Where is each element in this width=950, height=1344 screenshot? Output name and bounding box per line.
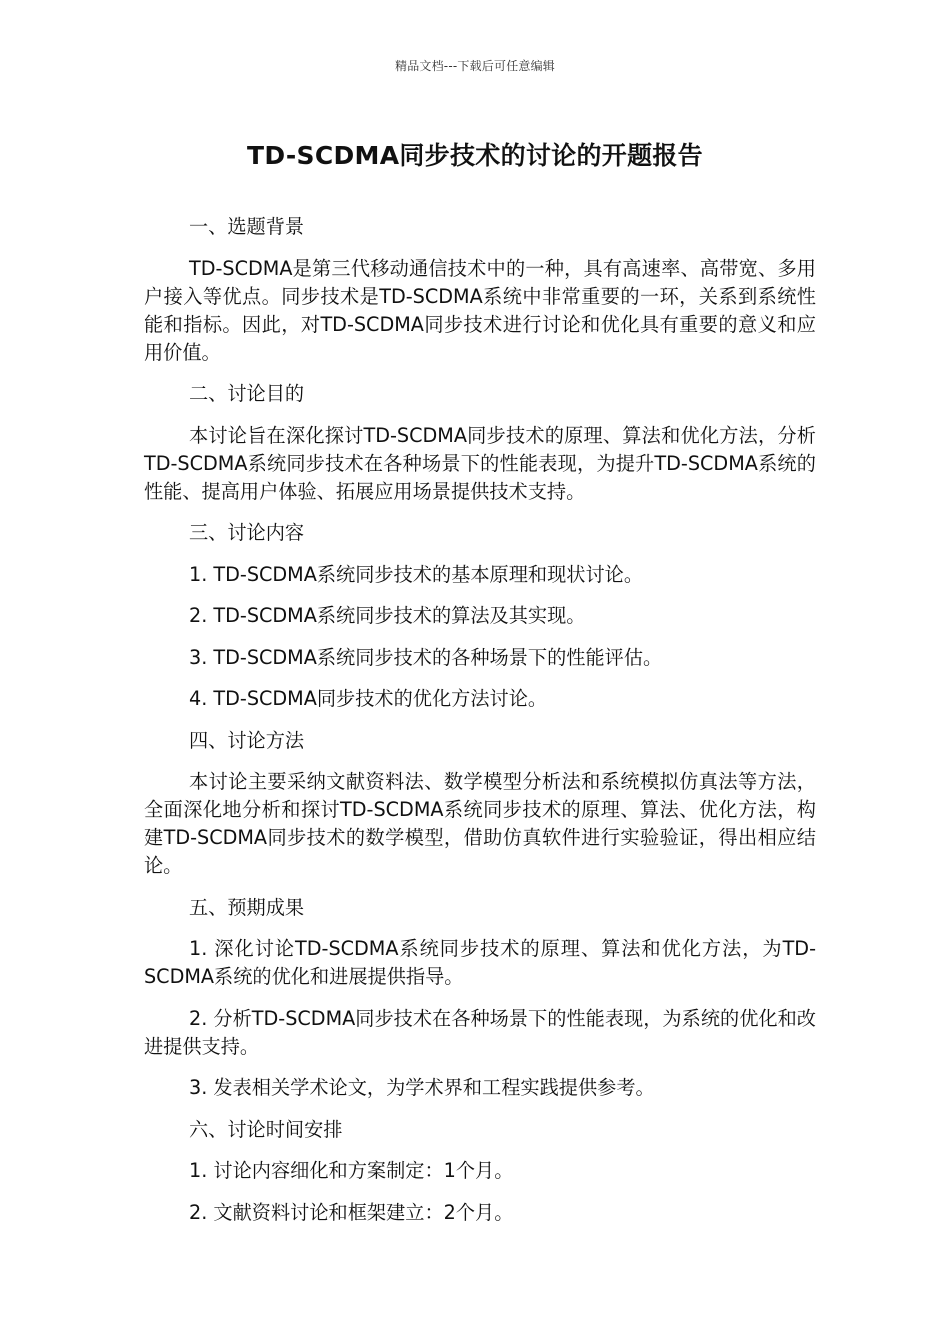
section-heading-background: 一、选题背景 (189, 215, 305, 238)
paragraph-background: TD-SCDMA是第三代移动通信技术中的一种，具有高速率、高带宽、多用户接入等优点。同步技术是TD-SCDMA系统中非常重要的一环，关系到系统性能和指标。因此，对TD-SCDMA同步技术进行讨论和优化具有重要的意义和应用价值。 (144, 256, 816, 364)
paragraph-purpose: 本讨论旨在深化探讨TD-SCDMA同步技术的原理、算法和优化方法，分析TD-SCDMA系统同步技术在各种场景下的性能表现，为提升TD-SCDMA系统的性能、提高用户体验、拓展应用场景提供技术支持。 (144, 423, 816, 503)
schedule-item-1: 1. 讨论内容细化和方案制定：1个月。 (189, 1159, 514, 1182)
content-item-4: 4. TD-SCDMA同步技术的优化方法讨论。 (189, 687, 548, 710)
document-title: TD-SCDMA同步技术的讨论的开题报告 (247, 141, 703, 170)
content-item-3: 3. TD-SCDMA系统同步技术的各种场景下的性能评估。 (189, 645, 663, 669)
outcome-item-3: 3. 发表相关学术论文，为学术界和工程实践提供参考。 (189, 1076, 655, 1099)
paragraph-method: 本讨论主要采纳文献资料法、数学模型分析法和系统模拟仿真法等方法，全面深化地分析和探讨TD-SCDMA系统同步技术的原理、算法、优化方法，构建TD-SCDMA同步技术的数学模型，借助仿真软件进行实验验证，得出相应结论。 (144, 770, 816, 877)
outcome-item-2: 2. 分析TD-SCDMA同步技术在各种场景下的性能表现，为系统的优化和改进提供支持。 (144, 1006, 816, 1058)
section-heading-schedule: 六、讨论时间安排 (189, 1117, 343, 1141)
page-header: 精品文档---下载后可任意编辑 (395, 59, 555, 73)
section-heading-purpose: 二、讨论目的 (189, 382, 305, 405)
outcome-item-1: 1. 深化讨论TD-SCDMA系统同步技术的原理、算法和优化方法，为TD-SCDMA系统的优化和进展提供指导。 (144, 937, 816, 988)
section-heading-outcomes: 五、预期成果 (189, 895, 305, 919)
document-body (144, 213, 816, 1240)
section-heading-content: 三、讨论内容 (189, 521, 305, 544)
content-item-1: 1. TD-SCDMA系统同步技术的基本原理和现状讨论。 (189, 562, 644, 586)
section-heading-method: 四、讨论方法 (189, 728, 305, 752)
schedule-item-2: 2. 文献资料讨论和框架建立：2个月。 (189, 1200, 514, 1224)
content-item-2: 2. TD-SCDMA系统同步技术的算法及其实现。 (189, 604, 586, 627)
